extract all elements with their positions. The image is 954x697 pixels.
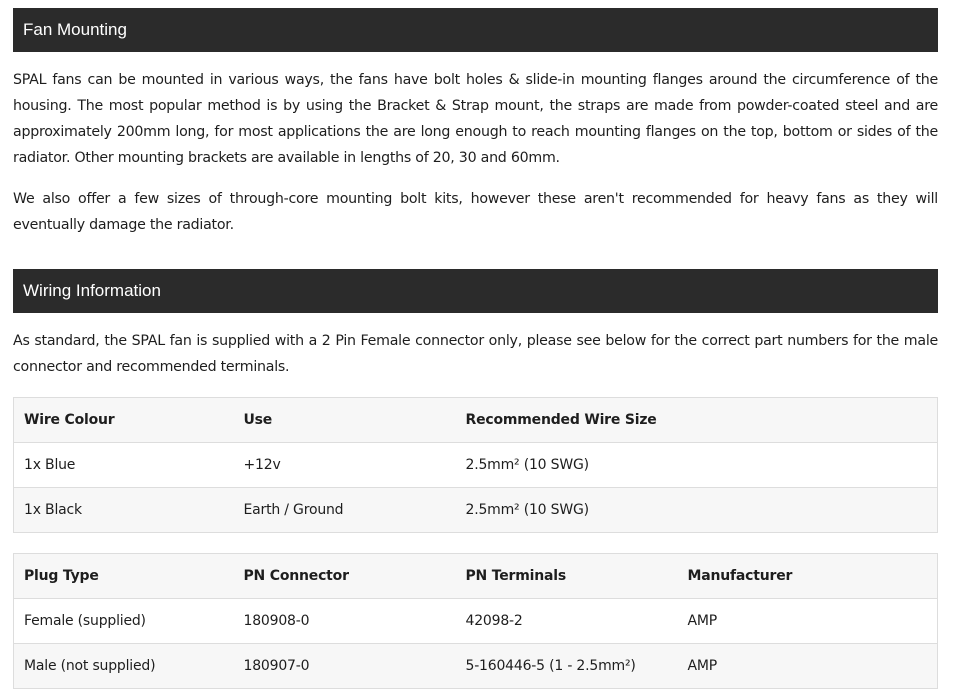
wiring-information-header <box>13 269 938 313</box>
table-cell: 2.5mm² (10 SWG) <box>456 488 938 533</box>
table-cell: 1x Black <box>14 488 234 533</box>
table-cell: 1x Blue <box>14 443 234 488</box>
column-header: Plug Type <box>14 554 234 599</box>
table-cell: 5-160446-5 (1 - 2.5mm²) <box>456 644 678 689</box>
table-cell: 2.5mm² (10 SWG) <box>456 443 938 488</box>
table-row <box>14 644 938 689</box>
column-header: PN Terminals <box>456 554 678 599</box>
table-row <box>14 488 938 533</box>
wire-table <box>13 397 938 533</box>
column-header: Manufacturer <box>678 554 938 599</box>
column-header: Wire Colour <box>14 398 234 443</box>
fan-mounting-title: Fan Mounting <box>23 20 127 39</box>
table-cell: Female (supplied) <box>14 599 234 644</box>
table-cell: 180908-0 <box>234 599 456 644</box>
table-cell: AMP <box>678 644 938 689</box>
table-cell: 42098-2 <box>456 599 678 644</box>
table-cell: AMP <box>678 599 938 644</box>
table-row <box>14 599 938 644</box>
table-header-row <box>14 398 938 443</box>
fan-mounting-paragraph-2: We also offer a few sizes of through-core mounting bolt kits, however these aren't recommended for heavy fans as they will eventually damage the radiator. <box>13 191 938 233</box>
wiring-information-section <box>13 269 938 689</box>
table-cell: +12v <box>234 443 456 488</box>
column-header: Recommended Wire Size <box>456 398 938 443</box>
table-cell: 180907-0 <box>234 644 456 689</box>
column-header: Use <box>234 398 456 443</box>
table-header-row <box>14 554 938 599</box>
fan-mounting-header <box>13 8 938 52</box>
wiring-information-title: Wiring Information <box>23 281 161 300</box>
wiring-information-paragraph: As standard, the SPAL fan is supplied with a 2 Pin Female connector only, please see below for the correct part numbers for the male connector and recommended terminals. <box>13 333 938 375</box>
table-cell: Male (not supplied) <box>14 644 234 689</box>
table-row <box>14 443 938 488</box>
fan-mounting-paragraph-1: SPAL fans can be mounted in various ways, the fans have bolt holes & slide-in mounting flanges around the circumference of the housing. The most popular method is by using the Bracket & Strap mount, the straps are made from powder-coated steel and are approximately 200mm long, for most applications the are long enough to reach mounting flanges on the top, bottom or sides of the radiator. Other mounting brackets are available in lengths of 20, 30 and 60mm. <box>13 72 938 166</box>
plug-table <box>13 553 938 689</box>
content <box>13 8 938 689</box>
column-header: PN Connector <box>234 554 456 599</box>
table-cell: Earth / Ground <box>234 488 456 533</box>
fan-mounting-section <box>13 8 938 238</box>
